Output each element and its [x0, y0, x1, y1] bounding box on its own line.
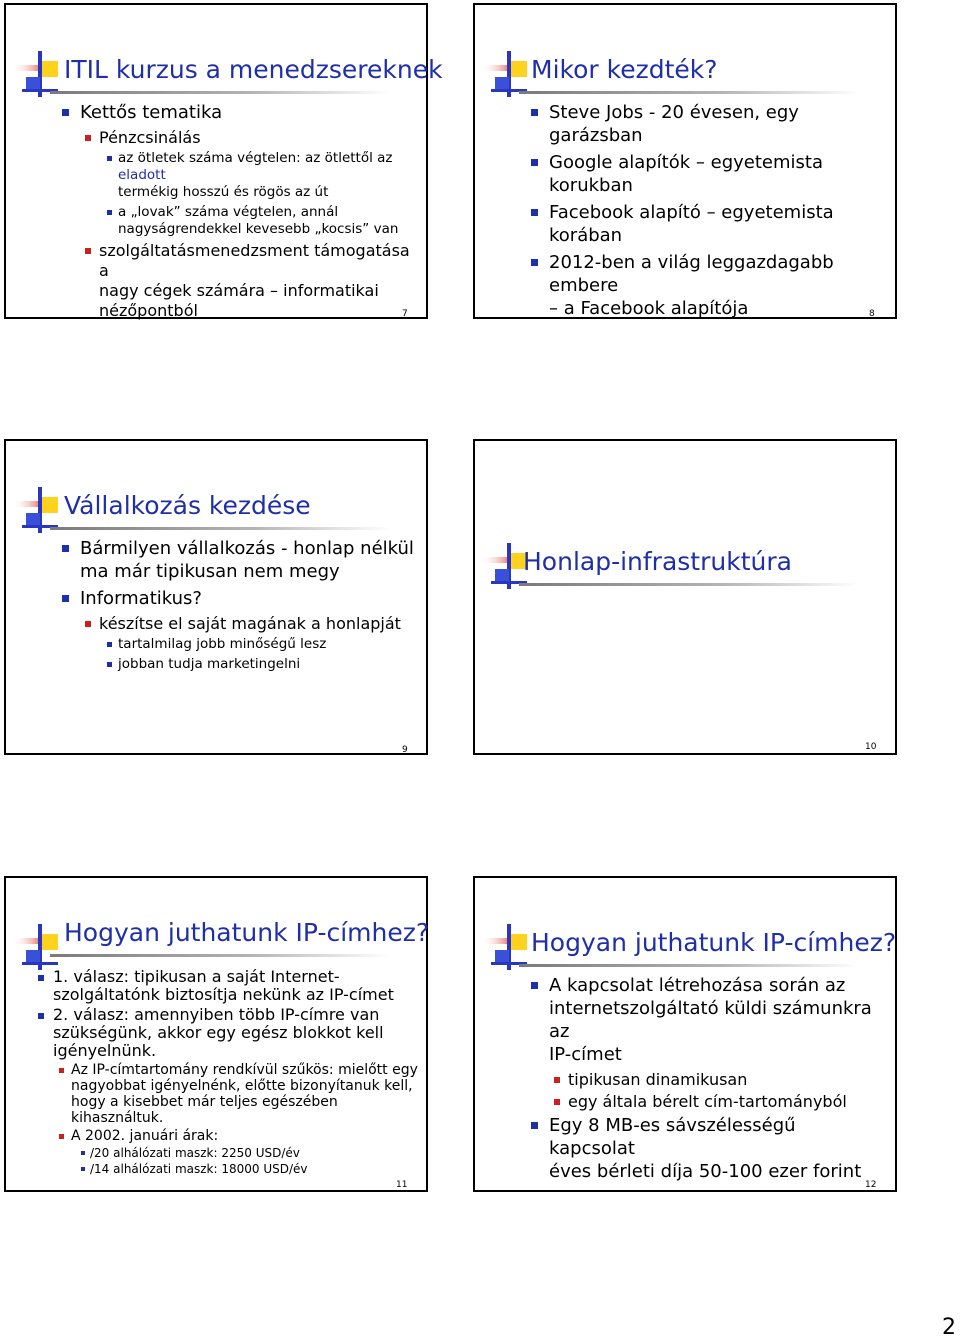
bullet-text: 1. válasz: tipikusan a saját Internet-	[53, 967, 340, 986]
bullet-text: A kapcsolat létrehozása során az	[549, 975, 846, 996]
slide-title: Hogyan juthatunk IP-címhez?	[64, 918, 430, 947]
slide-body	[475, 101, 887, 324]
slide-9	[4, 439, 428, 755]
bullet	[71, 1062, 418, 1126]
bullet-text: Egy 8 MB-es sávszélességű kapcsolat	[549, 1115, 796, 1159]
bullet-text: a „lovak” száma végtelen, annál	[118, 204, 339, 220]
slide-title: Hogyan juthatunk IP-címhez?	[531, 928, 897, 957]
bullet	[80, 537, 418, 583]
bullet	[118, 204, 418, 238]
slide-7	[4, 3, 443, 320]
title-underline	[519, 964, 859, 967]
slide-12	[473, 876, 897, 1192]
bullet-text: szolgáltatónk biztosítja nekünk az IP-címet	[53, 985, 394, 1004]
bullet-text: IP-címet	[549, 1044, 622, 1065]
bullet: tipikusan dinamikusan	[568, 1070, 887, 1090]
page-number: 2	[942, 1315, 956, 1340]
bullet	[99, 241, 418, 321]
bullet	[53, 968, 418, 1004]
bullet: /14 alhálózati maszk: 18000 USD/év	[90, 1162, 418, 1177]
title-underline	[50, 91, 390, 94]
bullet: Pénzcsinálás	[99, 128, 418, 148]
slide-number: 11	[396, 1180, 408, 1190]
slide-title: Vállalkozás kezdése	[64, 491, 311, 520]
bullet: Facebook alapító – egyetemista korában	[549, 201, 887, 247]
bullet-text: 2012-ben a világ leggazdagabb embere	[549, 252, 834, 296]
slide-8	[473, 3, 897, 319]
bullet-text: éves bérleti díja 50-100 ezer forint	[549, 1161, 862, 1182]
slide-title: Honlap-infrastruktúra	[523, 547, 792, 576]
bullet: tartalmilag jobb minőségű lesz	[118, 636, 418, 653]
bullet-text: termékig hosszú és rögös az út	[118, 184, 329, 200]
bullet-text: nagyobbat igényelnénk, előtte bizonyítanuk kell,	[71, 1078, 413, 1094]
bullet-highlight: eladott	[118, 167, 166, 183]
slide-title: ITIL kurzus a menedzsereknek	[64, 55, 443, 84]
bullet: /20 alhálózati maszk: 2250 USD/év	[90, 1146, 418, 1161]
bullet-text: kihasználtuk.	[71, 1110, 164, 1126]
slide-title: Mikor kezdték?	[531, 55, 718, 84]
slide-body	[6, 537, 418, 676]
bullet-text: nagy cégek számára – informatikai	[99, 281, 379, 300]
slide-body	[6, 101, 418, 323]
title-underline	[50, 527, 390, 530]
bullet: Google alapítók – egyetemista korukban	[549, 151, 887, 197]
slide-10	[473, 439, 897, 755]
bullet	[549, 974, 887, 1066]
bullet: készítse el saját magának a honlapját	[99, 614, 418, 634]
bullet-text: igényelnünk.	[53, 1041, 157, 1060]
bullet-text: az ötletek száma végtelen: az ötlettől az	[118, 150, 393, 166]
bullet	[118, 150, 418, 201]
bullet	[549, 251, 887, 320]
bullet-text: hogy a kisebbet már teljes egészében	[71, 1094, 338, 1110]
bullet-text: 2. válasz: amennyiben több IP-címre van	[53, 1005, 380, 1024]
bullet: jobban tudja marketingelni	[118, 656, 418, 673]
title-underline	[519, 583, 859, 586]
slide-number: 9	[402, 745, 408, 755]
slide-body	[6, 968, 418, 1178]
slide-number: 8	[869, 309, 875, 319]
slide-number: 7	[402, 309, 408, 319]
bullet-text: – a Facebook alapítója	[549, 298, 749, 319]
title-underline	[50, 954, 390, 957]
title-underline	[519, 91, 859, 94]
bullet	[549, 1114, 887, 1183]
bullet: A 2002. januári árak:	[71, 1128, 418, 1144]
bullet-text: szükségünk, akkor egy egész blokkot kell	[53, 1023, 384, 1042]
slide-body	[475, 974, 887, 1187]
bullet	[53, 1006, 418, 1060]
bullet-text: Bármilyen vállalkozás - honlap nélkül	[80, 538, 414, 559]
slide-number: 10	[865, 742, 877, 752]
bullet-text: Az IP-címtartomány rendkívül szűkös: mielőtt egy	[71, 1062, 418, 1078]
bullet-text: szolgáltatásmenedzsment támogatása a	[99, 241, 410, 280]
bullet-text: nagyságrendekkel kevesebb „kocsis” van	[118, 221, 399, 237]
bullet-text: internetszolgáltató küldi számunkra az	[549, 998, 872, 1042]
bullet-text: nézőpontból	[99, 301, 198, 320]
bullet: Kettős tematika	[80, 101, 418, 124]
bullet-text: ma már tipikusan nem megy	[80, 561, 340, 582]
slide-11	[4, 876, 428, 1192]
bullet: Steve Jobs - 20 évesen, egy garázsban	[549, 101, 887, 147]
bullet: egy általa bérelt cím-tartományból	[568, 1092, 887, 1112]
bullet: Informatikus?	[80, 587, 418, 610]
slide-number: 12	[865, 1180, 877, 1190]
